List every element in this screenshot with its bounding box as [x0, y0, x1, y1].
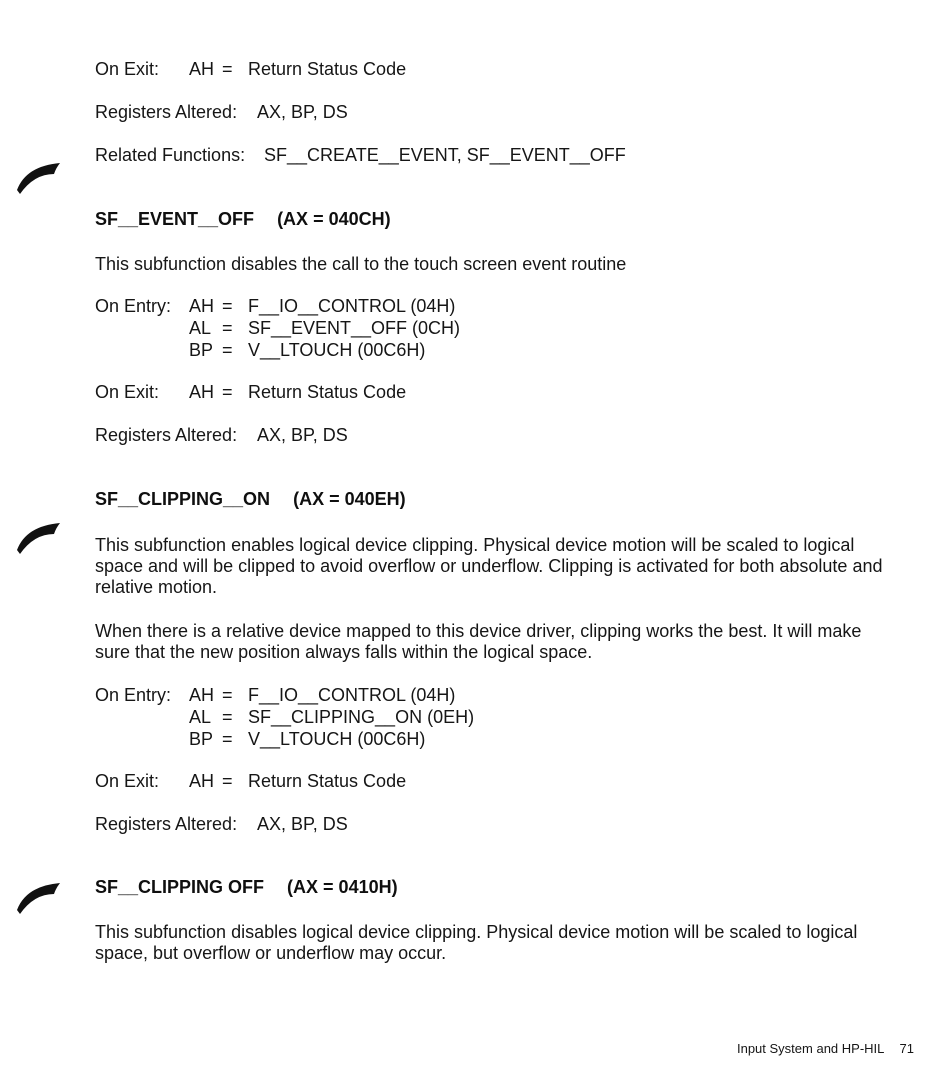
register-value: F__IO__CONTROL (04H) — [248, 685, 456, 705]
register-name: AH — [189, 382, 215, 402]
register-name: AL — [189, 318, 212, 338]
section-description — [95, 621, 895, 663]
on-entry-label: On Entry: — [95, 296, 172, 316]
section-heading — [95, 489, 406, 510]
equals-sign: = — [222, 296, 233, 316]
equals-sign: = — [222, 340, 233, 360]
description-paragraph: This subfunction disables logical device clipping. Physical device motion will be scaled to logical space, but overflow or underflow may occur. — [95, 922, 858, 963]
register-value: SF__CLIPPING__ON (0EH) — [248, 707, 475, 727]
equals-sign: = — [222, 59, 233, 79]
register-name: AH — [189, 296, 215, 316]
equals-sign: = — [222, 707, 233, 727]
function-name: SF__CLIPPING__ON — [95, 489, 271, 509]
page-footer — [737, 1041, 914, 1056]
registers-altered-value: AX, BP, DS — [257, 425, 348, 445]
register-value: V__LTOUCH (00C6H) — [248, 729, 426, 749]
equals-sign: = — [222, 318, 233, 338]
register-value: Return Status Code — [248, 771, 407, 791]
register-value: Return Status Code — [248, 59, 407, 79]
section-heading — [95, 209, 391, 230]
footer-section-title: Input System and HP-HIL — [736, 1041, 884, 1056]
on-exit-label: On Exit: — [95, 382, 160, 402]
on-entry-label: On Entry: — [95, 685, 172, 705]
register-name: AL — [189, 707, 212, 727]
on-exit-label: On Exit: — [95, 59, 160, 79]
registers-altered-value: AX, BP, DS — [257, 102, 348, 122]
function-code: (AX = 040EH) — [293, 489, 406, 509]
section-heading — [95, 877, 398, 898]
margin-mark-icon — [14, 520, 62, 558]
register-name: BP — [189, 729, 214, 749]
description-paragraph: This subfunction disables the call to the touch screen event routine — [95, 254, 627, 274]
register-name: AH — [189, 685, 215, 705]
register-value: F__IO__CONTROL (04H) — [248, 296, 456, 316]
description-paragraph: This subfunction enables logical device clipping. Physical device motion will be scaled to logical space and will be clipped to avoid overflow or underflow. Clipping is activated for both absolute and relative motion. — [95, 535, 883, 597]
section-description — [95, 254, 895, 275]
related-functions-value: SF__CREATE__EVENT, SF__EVENT__OFF — [264, 145, 626, 165]
function-code: (AX = 0410H) — [287, 877, 398, 897]
registers-altered-label: Registers Altered: — [95, 425, 238, 445]
register-name: BP — [189, 340, 214, 360]
equals-sign: = — [222, 771, 233, 791]
page-number: 71 — [899, 1041, 914, 1056]
register-name: AH — [189, 59, 215, 79]
registers-altered-value: AX, BP, DS — [257, 814, 348, 834]
section-description — [95, 535, 895, 598]
margin-mark-icon — [14, 880, 62, 918]
register-name: AH — [189, 771, 215, 791]
section-description — [95, 922, 895, 964]
function-name: SF__EVENT__OFF — [95, 209, 255, 229]
register-value: Return Status Code — [248, 382, 407, 402]
register-value: SF__EVENT__OFF (0CH) — [248, 318, 461, 338]
registers-altered-label: Registers Altered: — [95, 814, 238, 834]
margin-mark-icon — [14, 160, 62, 198]
function-code: (AX = 040CH) — [277, 209, 391, 229]
on-exit-label: On Exit: — [95, 771, 160, 791]
description-paragraph: When there is a relative device mapped to this device driver, clipping works the best. It will make sure that the new position always falls within the logical space. — [95, 621, 862, 662]
register-value: V__LTOUCH (00C6H) — [248, 340, 426, 360]
function-name: SF__CLIPPING OFF — [95, 877, 265, 897]
equals-sign: = — [222, 729, 233, 749]
equals-sign: = — [222, 685, 233, 705]
equals-sign: = — [222, 382, 233, 402]
registers-altered-label: Registers Altered: — [95, 102, 238, 122]
related-functions-label: Related Functions: — [95, 145, 246, 165]
